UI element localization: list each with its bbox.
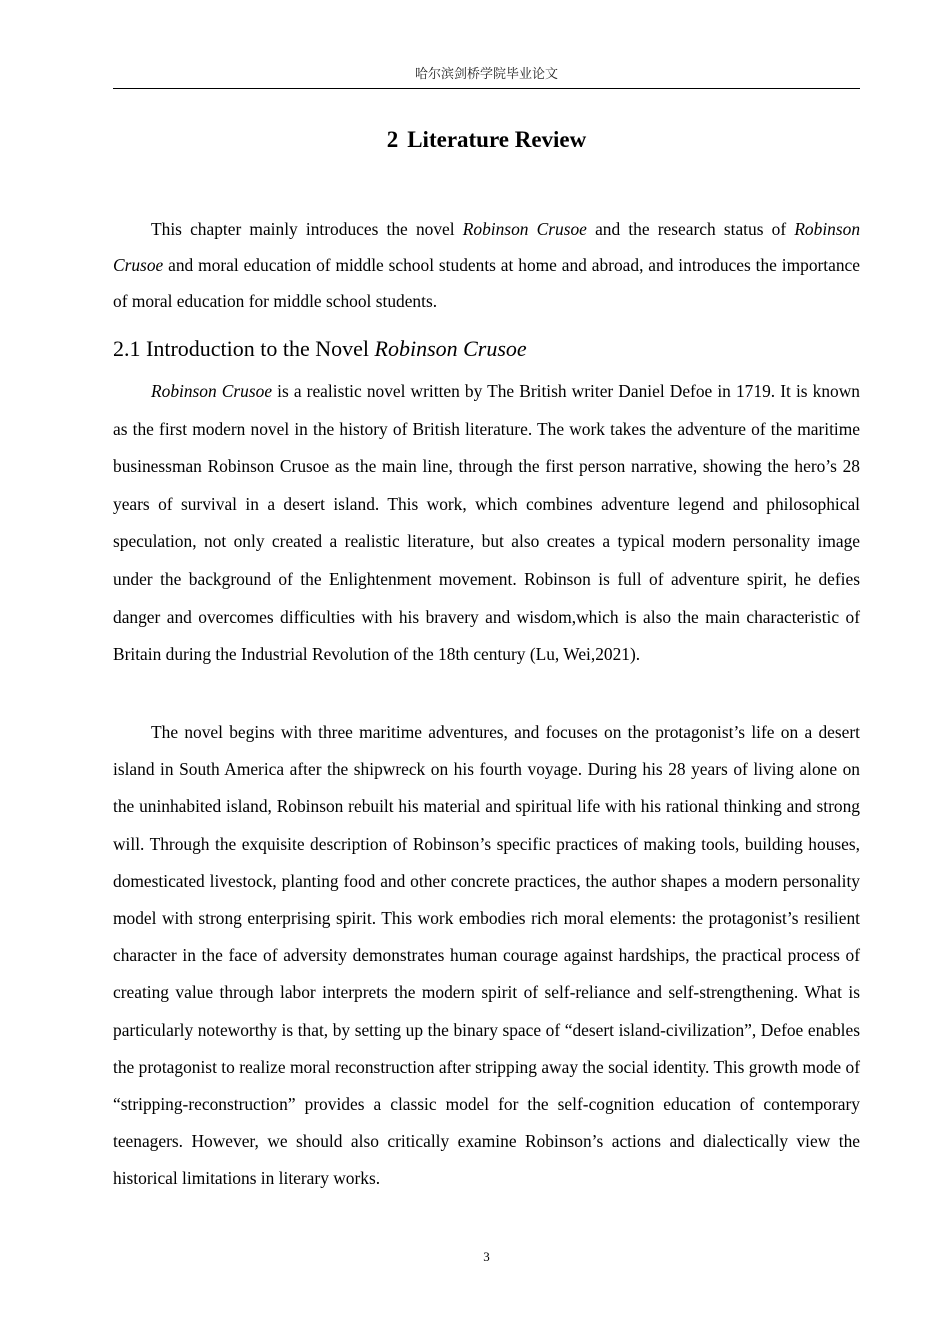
running-header: 哈尔滨剑桥学院毕业论文	[414, 67, 558, 82]
page-number: 3	[483, 1249, 490, 1264]
para1-novel-title: Robinson Crusoe	[151, 381, 273, 401]
intro-text-1: This chapter mainly introduces the novel	[151, 219, 463, 239]
chapter-number: 2	[386, 127, 399, 152]
para1-text: is a realistic novel written by The British writer Daniel Defoe in 1719. It is known as the first modern novel in the history of British literature. The work takes the adventure of the maritime businessman Robinson Crusoe as the main line, through the first person narrative, showing the hero’s 28 years of survival in a desert island. This work, which combines adventure legend and philosophical speculation, not only created a realistic literature, but also creates a typical modern personality image under the background of the Enlightenment movement. Robinson is full of adventure spirit, he defies danger and overcomes difficulties with his bravery and wisdom,which is also the main characteristic of Britain during the Industrial Revolution of the 18th century (Lu, Wei,2021).	[113, 381, 860, 665]
section-heading-italic: Robinson Crusoe	[374, 336, 527, 361]
intro-novel-title-2: Robinson Crusoe	[113, 219, 861, 275]
intro-text-3: and moral education of middle school students at home and abroad, and introduces the importance of moral education for middle school students.	[113, 255, 860, 311]
para2-text: The novel begins with three maritime adventures, and focuses on the protagonist’s life on a desert island in South America after the shipwreck on his fourth voyage. During his 28 years of living alone on the uninhabited island, Robinson rebuilt his material and spiritual life with his rational thinking and strong will. Through the exquisite description of Robinson’s specific practices of making tools, building houses, domesticated livestock, planting food and other concrete practices, the author shapes a modern personality model with strong enterprising spirit. This work embodies rich moral elements: the protagonist’s resilient character in the face of adversity demonstrates human courage against hardships, the practical process of creating value through labor interprets the modern spirit of self-reliance and self-strengthening. What is particularly noteworthy is that, by setting up the binary space of “desert island-civilization”, Defoe enables the protagonist to realize moral reconstruction after stripping away the social identity. This growth mode of “stripping-reconstruction” provides a classic model for the self-cognition education of contemporary teenagers. However, we should also critically examine Robinson’s actions and dialectically view the historical limitations in literary works.	[113, 722, 860, 1189]
header-divider	[113, 88, 860, 89]
chapter-title	[113, 124, 860, 156]
intro-paragraph	[113, 211, 860, 319]
section-heading	[113, 334, 860, 364]
intro-text-2: and the research status of	[586, 219, 795, 239]
section-heading-text: 2.1 Introduction to the Novel	[113, 336, 375, 361]
body-paragraph-1	[113, 373, 860, 674]
body-paragraph-2	[113, 714, 860, 1198]
intro-novel-title-1: Robinson Crusoe	[462, 219, 587, 239]
chapter-title-text: Literature Review	[407, 127, 587, 152]
